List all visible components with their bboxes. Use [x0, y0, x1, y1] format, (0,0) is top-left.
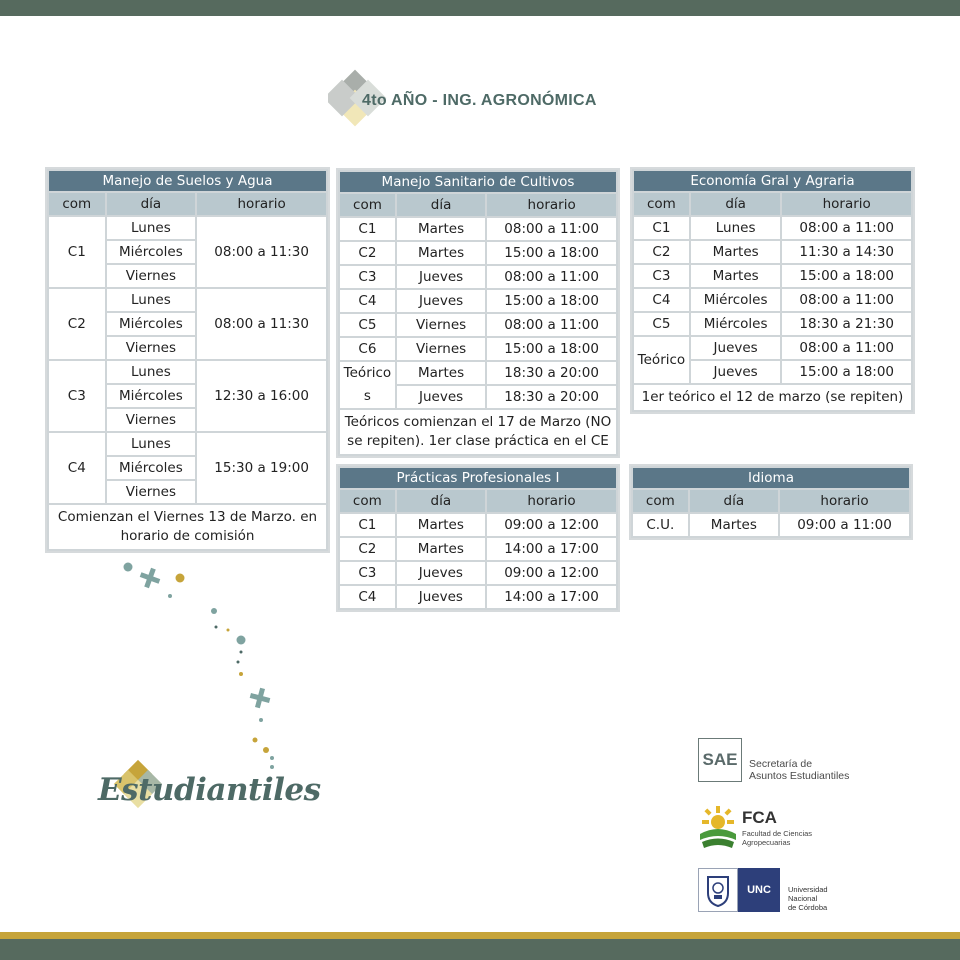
- com-cell: C1: [339, 513, 396, 537]
- cross-icon: [248, 686, 272, 710]
- dia-cell: Jueves: [690, 360, 782, 384]
- table-note: Comienzan el Viernes 13 de Marzo. en horario de comisión: [48, 504, 327, 550]
- sun-field-icon: [698, 804, 738, 852]
- table-row: [48, 288, 327, 312]
- col-header-com: com: [632, 489, 689, 513]
- dia-cell: Martes: [396, 241, 486, 265]
- table-row: [339, 217, 617, 241]
- table-row: [339, 265, 617, 289]
- fca-line1: Facultad de Ciencias: [742, 829, 813, 838]
- fca-name: [742, 829, 832, 847]
- dia-cell: Lunes: [106, 288, 197, 312]
- table-note: Teóricos comienzan el 17 de Marzo (NO se repiten). 1er clase práctica en el CE: [339, 409, 617, 455]
- table-manejo-suelos: [47, 169, 328, 551]
- sae-name: [749, 758, 879, 782]
- table-row: [339, 289, 617, 313]
- col-header-horario: horario: [196, 192, 327, 216]
- com-cell: C4: [633, 288, 690, 312]
- col-header-dia: día: [106, 192, 197, 216]
- dia-cell: Jueves: [396, 561, 486, 585]
- fca-acronym: FCA: [742, 808, 777, 827]
- col-header-dia: día: [396, 489, 486, 513]
- sae-line1: Secretaría de: [749, 758, 813, 770]
- com-cell: C1: [48, 216, 106, 288]
- unc-seal-icon: [698, 868, 738, 912]
- com-cell: C.U.: [632, 513, 689, 537]
- col-header-dia: día: [689, 489, 779, 513]
- horario-cell: 14:00 a 17:00: [486, 585, 617, 609]
- dia-cell: Lunes: [106, 360, 197, 384]
- horario-cell: 09:00 a 12:00: [486, 513, 617, 537]
- table-row: [339, 513, 617, 537]
- table-row: [339, 585, 617, 609]
- horario-cell: 08:00 a 11:00: [486, 313, 617, 337]
- unc-logo: [698, 868, 848, 914]
- fca-line2: Agropecuarias: [742, 838, 791, 847]
- table-row: [339, 337, 617, 361]
- com-cell: C4: [339, 585, 396, 609]
- com-cell: C2: [339, 241, 396, 265]
- horario-cell: 15:00 a 18:00: [486, 241, 617, 265]
- dia-cell: Miércoles: [106, 312, 197, 336]
- horario-cell: 15:00 a 18:00: [486, 289, 617, 313]
- horario-cell: 15:00 a 18:00: [781, 360, 912, 384]
- dia-cell: Jueves: [396, 585, 486, 609]
- col-header-dia: día: [690, 192, 782, 216]
- com-cell: C1: [339, 217, 396, 241]
- horario-cell: 15:30 a 19:00: [196, 432, 327, 504]
- unc-line3: de Córdoba: [788, 903, 828, 912]
- page-title: 4to AÑO - ING. AGRONÓMICA: [362, 92, 597, 109]
- teoricos-label-line2: s: [363, 388, 371, 404]
- table-title: Manejo Sanitario de Cultivos: [339, 171, 617, 193]
- dia-cell: Viernes: [106, 336, 197, 360]
- com-cell: C3: [48, 360, 106, 432]
- dia-cell: Martes: [689, 513, 779, 537]
- dia-cell: Viernes: [396, 313, 486, 337]
- dia-cell: Martes: [690, 264, 782, 288]
- dia-cell: Miércoles: [690, 312, 782, 336]
- table-practicas-profesionales: [338, 466, 618, 610]
- top-frame-bar: [0, 0, 960, 16]
- com-cell: C4: [339, 289, 396, 313]
- col-header-com: com: [48, 192, 106, 216]
- sae-acronym: SAE: [698, 738, 742, 782]
- dia-cell: Viernes: [106, 408, 197, 432]
- dia-cell: Lunes: [106, 432, 197, 456]
- table-row: [339, 561, 617, 585]
- com-cell: C6: [339, 337, 396, 361]
- horario-cell: 08:00 a 11:00: [486, 265, 617, 289]
- col-header-horario: horario: [486, 489, 617, 513]
- horario-cell: 09:00 a 11:00: [779, 513, 910, 537]
- sae-logo: [698, 738, 878, 784]
- col-header-com: com: [633, 192, 690, 216]
- teorico-cell: Teórico: [633, 336, 690, 384]
- horario-cell: 08:00 a 11:00: [781, 288, 912, 312]
- col-header-horario: horario: [781, 192, 912, 216]
- table-row: [48, 360, 327, 384]
- table-title: Prácticas Profesionales I: [339, 467, 617, 489]
- table-row: [632, 513, 910, 537]
- horario-cell: 12:30 a 16:00: [196, 360, 327, 432]
- cross-icon: [137, 565, 163, 591]
- table-title: Idioma: [632, 467, 910, 489]
- horario-cell: 08:00 a 11:00: [781, 216, 912, 240]
- table-row: [339, 241, 617, 265]
- horario-cell: 11:30 a 14:30: [781, 240, 912, 264]
- estudiantiles-brand: [96, 758, 321, 838]
- com-cell: C3: [633, 264, 690, 288]
- dia-cell: Viernes: [396, 337, 486, 361]
- col-header-com: com: [339, 193, 396, 217]
- dia-cell: Jueves: [396, 265, 486, 289]
- sae-line2: Asuntos Estudiantiles: [749, 770, 850, 782]
- table-note: 1er teórico el 12 de marzo (se repiten): [633, 384, 912, 411]
- dia-cell: Miércoles: [106, 456, 197, 480]
- com-cell: C2: [339, 537, 396, 561]
- teoricos-cell: [339, 361, 396, 409]
- unc-acronym: UNC: [738, 868, 780, 912]
- com-cell: C5: [633, 312, 690, 336]
- com-cell: C5: [339, 313, 396, 337]
- com-cell: C2: [633, 240, 690, 264]
- dia-cell: Martes: [690, 240, 782, 264]
- horario-cell: 14:00 a 17:00: [486, 537, 617, 561]
- horario-cell: 15:00 a 18:00: [781, 264, 912, 288]
- table-row: [339, 361, 617, 385]
- horario-cell: 15:00 a 18:00: [486, 337, 617, 361]
- table-idioma: [631, 466, 911, 538]
- col-header-horario: horario: [486, 193, 617, 217]
- teoricos-label-line1: Teórico: [343, 365, 392, 381]
- dia-cell: Viernes: [106, 264, 197, 288]
- horario-cell: 18:30 a 20:00: [486, 361, 617, 385]
- com-cell: C2: [48, 288, 106, 360]
- horario-cell: 18:30 a 21:30: [781, 312, 912, 336]
- dia-cell: Miércoles: [690, 288, 782, 312]
- fca-logo: [698, 804, 848, 854]
- dia-cell: Miércoles: [106, 240, 197, 264]
- com-cell: C3: [339, 561, 396, 585]
- dia-cell: Jueves: [690, 336, 782, 360]
- col-header-com: com: [339, 489, 396, 513]
- unc-line1: Universidad: [788, 885, 828, 894]
- table-row: [339, 537, 617, 561]
- table-row: [633, 240, 912, 264]
- col-header-dia: día: [396, 193, 486, 217]
- dia-cell: Martes: [396, 537, 486, 561]
- dia-cell: Jueves: [396, 385, 486, 409]
- brand-wordmark: Estudiantiles: [98, 772, 321, 808]
- table-row: [633, 216, 912, 240]
- table-manejo-sanitario: [338, 170, 618, 456]
- dia-cell: Lunes: [106, 216, 197, 240]
- bottom-gold-stripe: [0, 932, 960, 939]
- bottom-frame-bar: [0, 939, 960, 960]
- table-row: [633, 288, 912, 312]
- dia-cell: Viernes: [106, 480, 197, 504]
- table-title: Manejo de Suelos y Agua: [48, 170, 327, 192]
- unc-name: [788, 885, 848, 912]
- dia-cell: Miércoles: [106, 384, 197, 408]
- table-row: [48, 432, 327, 456]
- horario-cell: 08:00 a 11:00: [486, 217, 617, 241]
- unc-line2: Nacional: [788, 894, 818, 903]
- horario-cell: 08:00 a 11:30: [196, 288, 327, 360]
- col-header-horario: horario: [779, 489, 910, 513]
- dia-cell: Lunes: [690, 216, 782, 240]
- table-row: [633, 264, 912, 288]
- table-row: [633, 336, 912, 360]
- dia-cell: Martes: [396, 513, 486, 537]
- table-economia: [632, 169, 913, 412]
- table-row: [48, 216, 327, 240]
- horario-cell: 08:00 a 11:30: [196, 216, 327, 288]
- dia-cell: Martes: [396, 217, 486, 241]
- table-title: Economía Gral y Agraria: [633, 170, 912, 192]
- horario-cell: 18:30 a 20:00: [486, 385, 617, 409]
- dia-cell: Martes: [396, 361, 486, 385]
- com-cell: C4: [48, 432, 106, 504]
- page-header: [328, 68, 648, 138]
- table-row: [633, 312, 912, 336]
- com-cell: C3: [339, 265, 396, 289]
- dia-cell: Jueves: [396, 289, 486, 313]
- horario-cell: 08:00 a 11:00: [781, 336, 912, 360]
- horario-cell: 09:00 a 12:00: [486, 561, 617, 585]
- table-row: [339, 313, 617, 337]
- com-cell: C1: [633, 216, 690, 240]
